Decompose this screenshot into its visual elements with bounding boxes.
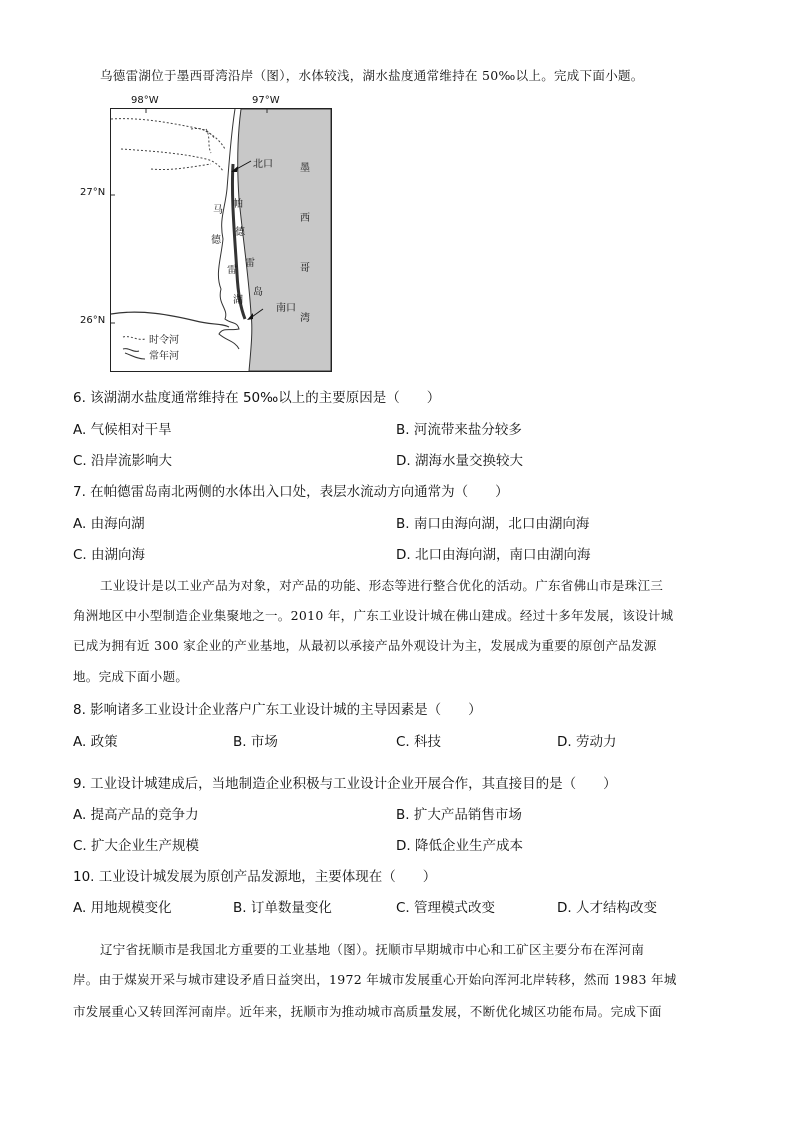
intro-paragraph-3-line-3: 市发展重心又转回浑河南岸。近年来，抚顺市为推动城市高质量发展，不断优化城区功能布局。完成下面 [73, 1004, 662, 1019]
question-9-option-d[interactable]: D. 降低企业生产成本 [396, 838, 523, 854]
question-7-option-a[interactable]: A. 由海向湖 [73, 516, 145, 532]
question-10-option-b[interactable]: B. 订单数量变化 [233, 900, 332, 916]
north-mouth-label: 北口 [253, 159, 273, 170]
gulf-label-char-2: 西 [300, 213, 310, 224]
gulf-label-char-4: 湾 [300, 313, 310, 324]
map-lon-label-98w: 98°W [131, 95, 159, 106]
lake-label-char-3: 雷 [227, 265, 237, 276]
intro-paragraph-2-line-4: 地。完成下面小题。 [73, 669, 189, 684]
intro-paragraph-3-line-1: 辽宁省抚顺市是我国北方重要的工业基地（图）。抚顺市早期城市中心和工矿区主要分布在浑河南 [100, 942, 645, 957]
question-7-option-b[interactable]: B. 南口由海向湖，北口由湖向海 [396, 516, 590, 532]
gulf-label-char-1: 墨 [300, 163, 310, 174]
map-lon-label-97w: 97°W [252, 95, 280, 106]
seasonal-river-5 [206, 129, 211, 153]
intro-paragraph-3-line-2: 岸。由于煤炭开采与城市建设矛盾日益突出，1972 年城市发展重心开始向浑河北岸转移，然而 1983 年城 [73, 972, 677, 987]
madre-lagoon-map [110, 108, 332, 372]
island-label-char-3: 雷 [245, 258, 255, 269]
question-7-option-d[interactable]: D. 北口由海向湖，南口由湖向海 [396, 547, 591, 563]
question-7-option-c[interactable]: C. 由湖向海 [73, 547, 146, 563]
legend-seasonal-swatch [123, 337, 145, 340]
question-9-option-a[interactable]: A. 提高产品的竞争力 [73, 807, 199, 823]
question-8-stem: 8. 影响诸多工业设计企业落户广东工业设计城的主导因素是（ ） [73, 702, 482, 718]
legend-perennial-swatch [123, 349, 145, 359]
legend-seasonal-label: 时令河 [149, 335, 179, 346]
question-7-stem: 7. 在帕德雷岛南北两侧的水体出入口处，表层水流动方向通常为（ ） [73, 484, 509, 500]
question-9-option-c[interactable]: C. 扩大企业生产规模 [73, 838, 200, 854]
map-lat-label-27n: 27°N [80, 187, 106, 198]
seasonal-river-3 [151, 164, 211, 170]
legend-perennial-label: 常年河 [149, 351, 179, 362]
question-8-option-a[interactable]: A. 政策 [73, 734, 118, 750]
lake-label-char-2: 德 [211, 235, 221, 246]
question-6-option-b[interactable]: B. 河流带来盐分较多 [396, 422, 522, 438]
perennial-river [111, 312, 229, 327]
question-9-stem: 9. 工业设计城建成后，当地制造企业积极与工业设计企业开展合作，其直接目的是（ ） [73, 776, 617, 792]
intro-paragraph-2-line-3: 已成为拥有近 300 家企业的产业基地，从最初以承接产品外观设计为主，发展成为重要的原创产品发源 [73, 638, 657, 653]
question-6-stem: 6. 该湖湖水盐度通常维持在 50‰以上的主要原因是（ ） [73, 390, 441, 406]
south-mouth-label: 南口 [276, 303, 296, 314]
question-10-stem: 10. 工业设计城发展为原创产品发源地，主要体现在（ ） [73, 869, 437, 885]
question-6-option-c[interactable]: C. 沿岸流影响大 [73, 453, 173, 469]
question-8-option-d[interactable]: D. 劳动力 [557, 734, 617, 750]
question-6-option-d[interactable]: D. 湖海水量交换较大 [396, 453, 523, 469]
map-lat-label-26n: 26°N [80, 315, 106, 326]
gulf-label-char-3: 哥 [300, 263, 310, 274]
island-label-char-4: 岛 [253, 287, 263, 298]
intro-paragraph-1: 乌德雷湖位于墨西哥湾沿岸（图），水体较浅，湖水盐度通常维持在 50‰以上。完成下面小题。 [100, 68, 644, 83]
lake-label-char-1: 马 [213, 205, 223, 216]
gulf-of-mexico-area [238, 109, 331, 371]
question-10-option-c[interactable]: C. 管理模式改变 [396, 900, 496, 916]
island-label-char-2: 德 [235, 227, 245, 238]
question-10-option-d[interactable]: D. 人才结构改变 [557, 900, 657, 916]
island-label-char-1: 帕 [233, 199, 243, 210]
question-9-option-b[interactable]: B. 扩大产品销售市场 [396, 807, 522, 823]
seasonal-river-2 [121, 149, 223, 171]
intro-paragraph-2-line-1: 工业设计是以工业产品为对象，对产品的功能、形态等进行整合优化的活动。广东省佛山市是珠江三 [100, 578, 664, 593]
question-8-option-b[interactable]: B. 市场 [233, 734, 278, 750]
question-8-option-c[interactable]: C. 科技 [396, 734, 442, 750]
question-6-option-a[interactable]: A. 气候相对干旱 [73, 422, 172, 438]
lake-label-char-4: 湖 [233, 295, 243, 306]
map-drawing [111, 109, 331, 371]
question-10-option-a[interactable]: A. 用地规模变化 [73, 900, 172, 916]
intro-paragraph-2-line-2: 角洲地区中小型制造企业集聚地之一。2010 年，广东工业设计城在佛山建成。经过十多年发展，该设计城 [73, 608, 674, 623]
